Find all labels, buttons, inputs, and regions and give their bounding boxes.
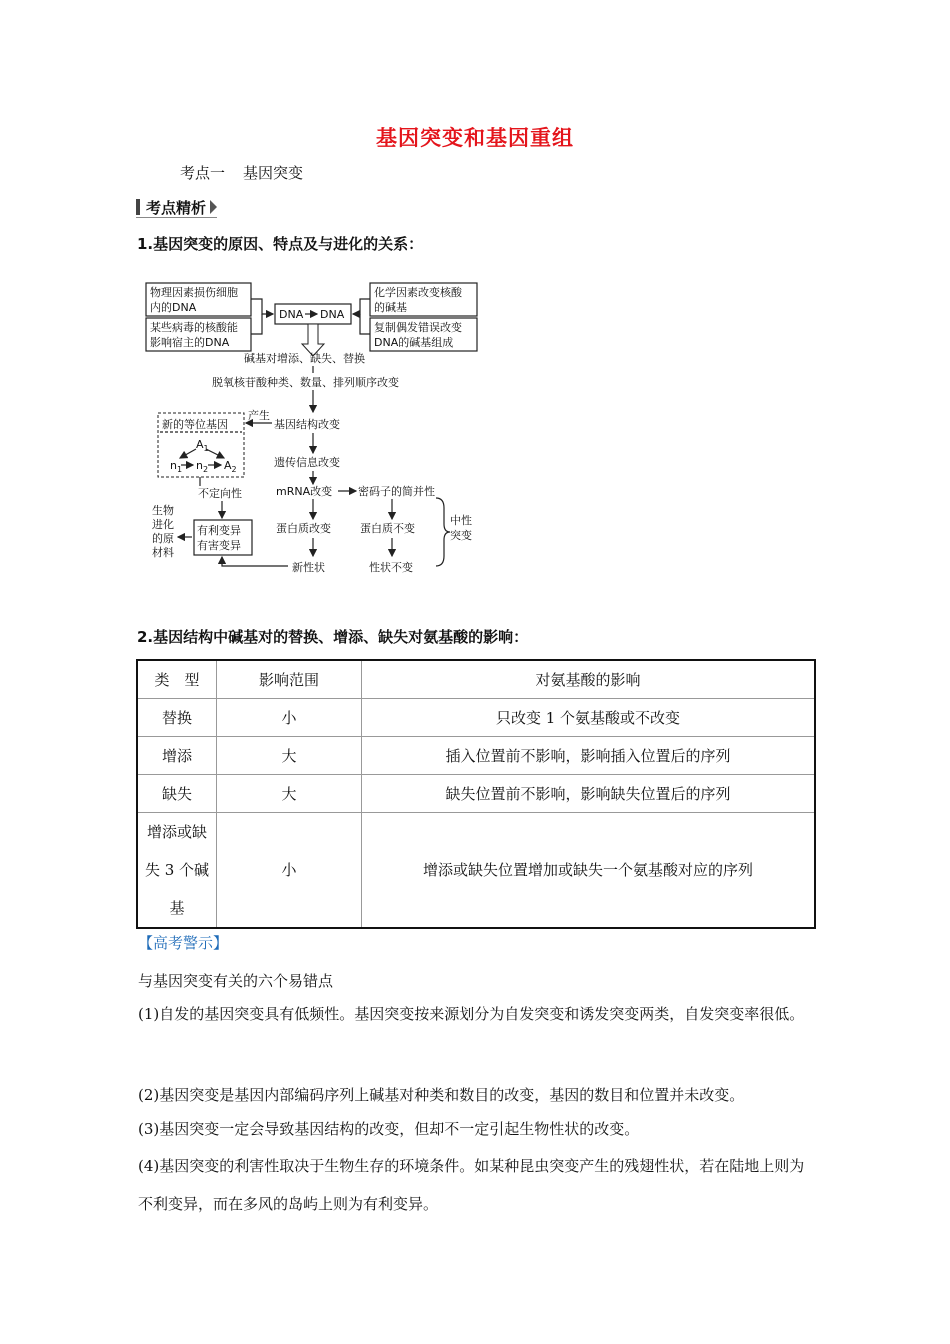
physical-factor-line1: 物理因素损伤细胞 (150, 286, 238, 299)
allele-n1: $n_1$ (170, 459, 183, 474)
mutation-table (136, 659, 816, 929)
mutation-diagram (140, 276, 500, 586)
subtitle-label: 考点一 (180, 164, 226, 182)
table-row (137, 812, 815, 928)
favorable-text: 有利变异 (197, 524, 241, 537)
evolution-line4: 材料 (152, 546, 174, 559)
trait-feedback-arrow-icon (222, 557, 288, 566)
protein-change-text: 蛋白质改变 (276, 522, 331, 535)
heading-causes: 1.基因突变的原因、特点及与进化的关系： (137, 235, 424, 253)
evolution-line3: 的原 (152, 532, 174, 545)
header-effect: 对氨基酸的影响 (362, 660, 816, 698)
paragraph: 与基因突变有关的六个易错点 (138, 972, 334, 990)
paragraph: (2)基因突变是基因内部编码序列上碱基对种类和数目的改变，基因的数目和位置并未改变。 (138, 1086, 745, 1104)
cell-range: 小 (217, 812, 362, 928)
cell-effect: 只改变 1 个氨基酸或不改变 (362, 698, 816, 736)
genetic-info-text: 遗传信息改变 (274, 456, 340, 469)
banner-underline (136, 217, 217, 218)
produce-label: 产生 (248, 409, 270, 422)
chemical-factor-line1: 化学因素改变核酸 (374, 286, 462, 299)
random-text: 不定向性 (198, 487, 242, 500)
cell-type-line: 失 3 个碱 (144, 860, 210, 879)
header-range: 影响范围 (217, 660, 362, 698)
protein-same-text: 蛋白质不变 (360, 522, 415, 535)
subtitle (180, 162, 303, 183)
cell-effect: 增添或缺失位置增加或缺失一个氨基酸对应的序列 (362, 812, 816, 928)
cell-effect: 插入位置前不影响，影响插入位置后的序列 (362, 736, 816, 774)
deoxy-change-text: 脱氧核苷酸种类、数量、排列顺序改变 (212, 376, 399, 389)
allele-a1: $A_1$ (196, 438, 209, 453)
neutral-line2: 突变 (450, 529, 472, 542)
exam-warning-label: 【高考警示】 (138, 934, 229, 952)
cell-type: 增添 (137, 736, 217, 774)
header-type: 类 型 (137, 660, 217, 698)
virus-connector (251, 314, 262, 334)
virus-factor-line2: 影响宿主的DNA (150, 336, 230, 349)
banner-bar (136, 199, 140, 215)
new-allele-text: 新的等位基因 (162, 418, 228, 431)
evolution-line1: 生物 (152, 504, 174, 517)
heading-table: 2.基因结构中碱基对的替换、增添、缺失对氨基酸的影响： (137, 628, 529, 646)
codon-text: 密码子的简并性 (358, 485, 435, 498)
mrna-change-text: mRNA改变 (276, 485, 333, 498)
paragraph: (4)基因突变的利害性取决于生物生存的环境条件。如某种昆虫突变产生的残翅性状，若在陆地上则为不利变异，而在多风的岛屿上则为有利变异。 (138, 1157, 805, 1213)
physical-factor-line2: 内的DNA (150, 301, 197, 314)
evolution-line2: 进化 (152, 518, 174, 531)
dna-left: DNA (279, 308, 304, 321)
page-title: 基因突变和基因重组 (376, 125, 574, 150)
replication-error-line1: 复制偶发错误改变 (374, 321, 462, 334)
banner-text: 考点精析 (146, 198, 207, 217)
trait-same-text: 性状不变 (369, 561, 413, 574)
new-trait-text: 新性状 (292, 561, 325, 574)
physical-arrow-icon (251, 299, 273, 314)
cell-range: 小 (217, 698, 362, 736)
cell-range: 大 (217, 774, 362, 812)
table-row (137, 774, 815, 812)
paragraph: (1)自发的基因突变具有低频性。基因突变按来源划分为自发突变和诱发突变两类，自发突变率很低。 (138, 1005, 805, 1023)
harmful-text: 有害变异 (197, 539, 241, 552)
paragraph: (3)基因突变一定会导致基因结构的改变，但却不一定引起生物性状的改变。 (138, 1120, 640, 1138)
cell-effect: 缺失位置前不影响，影响缺失位置后的序列 (362, 774, 816, 812)
cell-type: 替换 (137, 698, 217, 736)
section-banner (136, 196, 217, 218)
table-row (137, 736, 815, 774)
chemical-arrow-icon (353, 299, 370, 314)
base-change-text: 碱基对增添、缺失、替换 (244, 352, 365, 365)
table-row (137, 698, 815, 736)
dna-right: DNA (320, 308, 345, 321)
replication-error-line2: DNA的碱基组成 (374, 336, 454, 349)
cell-type-line: 增添或缺 (146, 822, 207, 841)
allele-n2: $n_2$ (196, 459, 209, 474)
cell-type-line: 基 (169, 898, 185, 917)
table-header-row (137, 660, 815, 698)
cell-type (137, 812, 217, 928)
neutral-line1: 中性 (450, 514, 472, 527)
replication-connector (360, 314, 370, 334)
allele-a2: $A_2$ (224, 459, 237, 474)
virus-factor-line1: 某些病毒的核酸能 (150, 321, 238, 334)
cell-type: 缺失 (137, 774, 217, 812)
cell-range: 大 (217, 736, 362, 774)
banner-arrow-icon (210, 200, 217, 214)
subtitle-text: 基因突变 (243, 164, 304, 182)
neutral-brace (436, 498, 450, 566)
gene-structure-text: 基因结构改变 (274, 418, 340, 431)
chemical-factor-line2: 的碱基 (374, 301, 407, 314)
